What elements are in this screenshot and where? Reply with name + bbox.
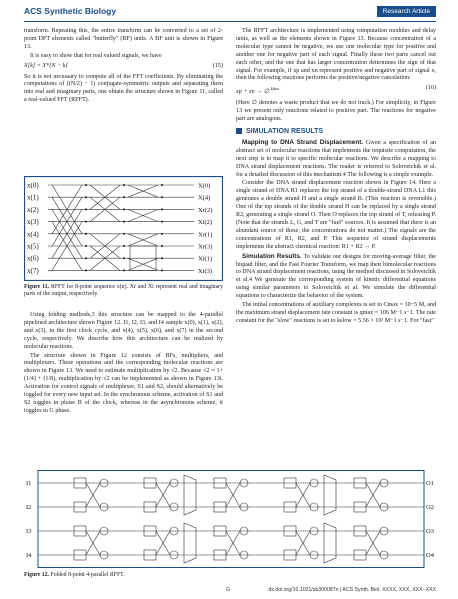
equation-number: (16)	[425, 85, 436, 92]
fig12-output-label: O3	[426, 528, 434, 535]
article-type-badge: Research Article	[377, 6, 436, 17]
input-label: x(0)	[27, 181, 39, 190]
fig12-output-label: O4	[426, 552, 434, 559]
node-dot	[123, 208, 125, 210]
section-heading	[236, 128, 436, 136]
node-dot	[161, 208, 163, 210]
doi-citation[interactable]: dx.doi.org/10.1021/sb300087n | ACS Synth. Biol. XXXX, XXX, XXX−XXX	[268, 587, 436, 593]
node-dot	[161, 184, 163, 186]
node-dot	[123, 257, 125, 259]
fig12-input-label: I4	[26, 552, 32, 559]
node-dot	[161, 221, 163, 223]
fig12-input-label: I3	[26, 528, 32, 535]
right-column	[236, 28, 436, 327]
node-dot	[123, 184, 125, 186]
subsection-title: Simulation Results.	[242, 252, 302, 260]
subsection-title: Mapping to DNA Strand Displacement.	[242, 138, 364, 146]
node-dot	[161, 233, 163, 235]
output-label: Xr(3)	[198, 243, 213, 251]
paragraph: Using folding methods,3 this structure can be mapped to the 4-parallel pipelined architecture shown Figure 12. I1, I2, I3, and I4 sample x(0), x(1), x(2), and x(3), in the first clock cycle, and x(4), x(5), x(6), and x(7) in the second cycle, respectively. We describe how this architecture can be realized by molecular reactions.	[24, 312, 223, 350]
paragraph: Consider the DNA strand displacement reaction shown in Figure 14. Here a single strand of DNA R1 replaces the top strand of a double-strand DNA L1 this generates a double strand H and a single strand B. (This reaction is reversible.) One of the top strands of the double strand H can be replaced by a single strand R2, generating a single strand O. Then O replaces the top strand of T, releasing P. (Note that the strands L, G, and T are "fuel" sources. It is assumed that there is an abundant source of these; the concentrations do not matter.) The signals are the concentrations of R1, R2, and P. This sequence of strand displacements implements the abstract chemical reaction: R1 + R2 → P.	[236, 180, 436, 250]
node-dot	[123, 221, 125, 223]
node-dot	[123, 233, 125, 235]
input-label: x(7)	[27, 266, 39, 275]
node-dot	[161, 257, 163, 259]
caption-text: RFFT for 8-point sequence x(n). Xr and Xi represent real and imaginary parts of the output, respectively.	[24, 284, 223, 298]
paragraph: Given a specification of an abstract set of molecular reactions that implements the requisite computation, the next step is to map it to specific molecular reactions. We describe a mapping to DNA strand displacement reactions. The reader is referred to Soloveichik et al. for a detailed discussion of this mechanism.4 The following is a simple example.	[236, 139, 436, 178]
equation-15	[24, 63, 223, 71]
node-dot	[85, 233, 87, 235]
figure-12-caption	[24, 572, 324, 579]
paragraph: The RFFT architecture is implemented using computation modules and delay units, as well as the elements shown in Figure 13. Because concentration of a molecular type cannot be negative, we use one molecular type for positive and another one for negative part of each signal. Finally these two parts cancel out each other, and the one that has larger concentration determines the sign of that signal. For example, if xp and xn represent positive and negative part of signal x, then the following reactions performs the positive/negative cancelation:	[236, 28, 436, 82]
figure-12	[24, 470, 436, 568]
caption-text: Folded 8-point 4-parallel RFFT.	[50, 572, 125, 578]
figure-11	[24, 176, 223, 281]
page-header	[24, 6, 436, 20]
page-number: G	[226, 587, 231, 593]
fig12-input-label: I1	[26, 480, 32, 487]
header-rule	[24, 21, 436, 22]
node-dot	[85, 245, 87, 247]
journal-name[interactable]: ACS Synthetic Biology	[24, 6, 117, 16]
input-label: x(3)	[27, 218, 39, 227]
output-label: Xr(2)	[198, 206, 213, 214]
input-label: x(2)	[27, 205, 39, 214]
fig12-output-label: O1	[426, 480, 434, 487]
output-label: Xr(1)	[198, 231, 213, 239]
node-dot	[123, 196, 125, 198]
node-dot	[85, 221, 87, 223]
equation-text: xp + xn → ∅	[236, 89, 270, 96]
node-dot	[161, 196, 163, 198]
node-dot	[85, 196, 87, 198]
node-dot	[85, 257, 87, 259]
equation-text: X[k] = X*[N − k]	[24, 62, 68, 69]
output-label: X(0)	[198, 182, 211, 190]
equation-number: (15)	[212, 62, 223, 69]
equation-16	[236, 85, 436, 97]
input-label: x(4)	[27, 230, 39, 239]
node-dot	[85, 208, 87, 210]
input-label: x(5)	[27, 242, 39, 251]
paragraph: (Here ∅ denotes a waste product that we do not track.) For simplicity, in Figure 13 we present only reactions related to positive part. The reactions for negative part are analogous.	[236, 100, 436, 123]
paragraph: It is easy to show that for real valued signals, we have	[30, 52, 162, 59]
caption-label: Figure 12.	[24, 572, 50, 578]
paragraph: The structure shown in Figure 12 consists of BFs, multipliers, and multiplexers. These operations and the corresponding molecular reactions are shown in Figure 13. We need to estimate multiplication by √2. Because √2 ≈ 1+ (1/4) + (1/8), multiplication by √2 can be implemented as shown in Figure 13i. Activation for control signals of multiplexer, S1 and S2, should alternatively be toggled for every new input set. In the synchronous scheme, activation of S1 and S2 toggles in phase B of the clock, whereas in the asynchronous scheme, it toggles in G phase.	[24, 352, 223, 414]
paragraph: To validate our designs for moving-average filter, the biquad filter, and the Fast Fourier Transform, we map their bimolecular reactions to DNA strand displacement reactions, using the method discussed in Soloveichik et al.4 We generate the corresponding system of kinetic differential equations using similar parameters to Soloveichik et al. We simulate the differential equations to characterize the behavior of the system.	[236, 253, 436, 300]
input-label: x(1)	[27, 193, 39, 202]
left-column-bottom	[24, 312, 223, 417]
output-label: X(4)	[198, 194, 211, 202]
node-dot	[123, 245, 125, 247]
fig12-output-label: O2	[426, 504, 434, 511]
output-label: Xi(2)	[198, 219, 213, 227]
left-column-top	[24, 28, 223, 106]
node-dot	[85, 269, 87, 271]
node-dot	[85, 184, 87, 186]
paragraph: The initial concentrations of auxiliary complexes is set to Cmax = 10−5 M, and the maximum strand displacement rate constant is qmax = 106 M−1 s−1. The rate constant for the "slow" reactions is set to kslow = 5.56 × 10² M−1 s−1. For "fast"	[236, 302, 436, 324]
fig12-input-label: I2	[26, 504, 32, 511]
input-label: x(6)	[27, 254, 39, 263]
node-dot	[123, 269, 125, 271]
output-label: Xi(3)	[198, 267, 213, 275]
node-dot	[161, 245, 163, 247]
rate-constant: kfast	[270, 86, 280, 92]
rfft-flow-graph	[24, 176, 223, 281]
caption-label: Figure 11.	[24, 284, 50, 290]
node-dot	[161, 269, 163, 271]
output-label: Xi(1)	[198, 255, 213, 263]
section-square-icon	[236, 128, 242, 134]
section-title: SIMULATION RESULTS	[246, 128, 324, 135]
paragraph: transform. Repeating this, the entire transform can be converted to a set of 2-point DFT elements called "butterfly" (BF) units. A BF unit is shown in Figure 13.	[24, 28, 223, 50]
folded-rfft-architecture	[24, 470, 436, 568]
paragraph: So it is not necessary to compute all of the FFT coefficients. By eliminating the computations of ((N/2) − 1) conjugate-symmetric outputs and separating them into real and imaginary parts, one obtain the structure shown in Figure 11, called a real-valued FFT (RFFT).	[24, 73, 223, 104]
figure-11-caption	[24, 284, 223, 298]
